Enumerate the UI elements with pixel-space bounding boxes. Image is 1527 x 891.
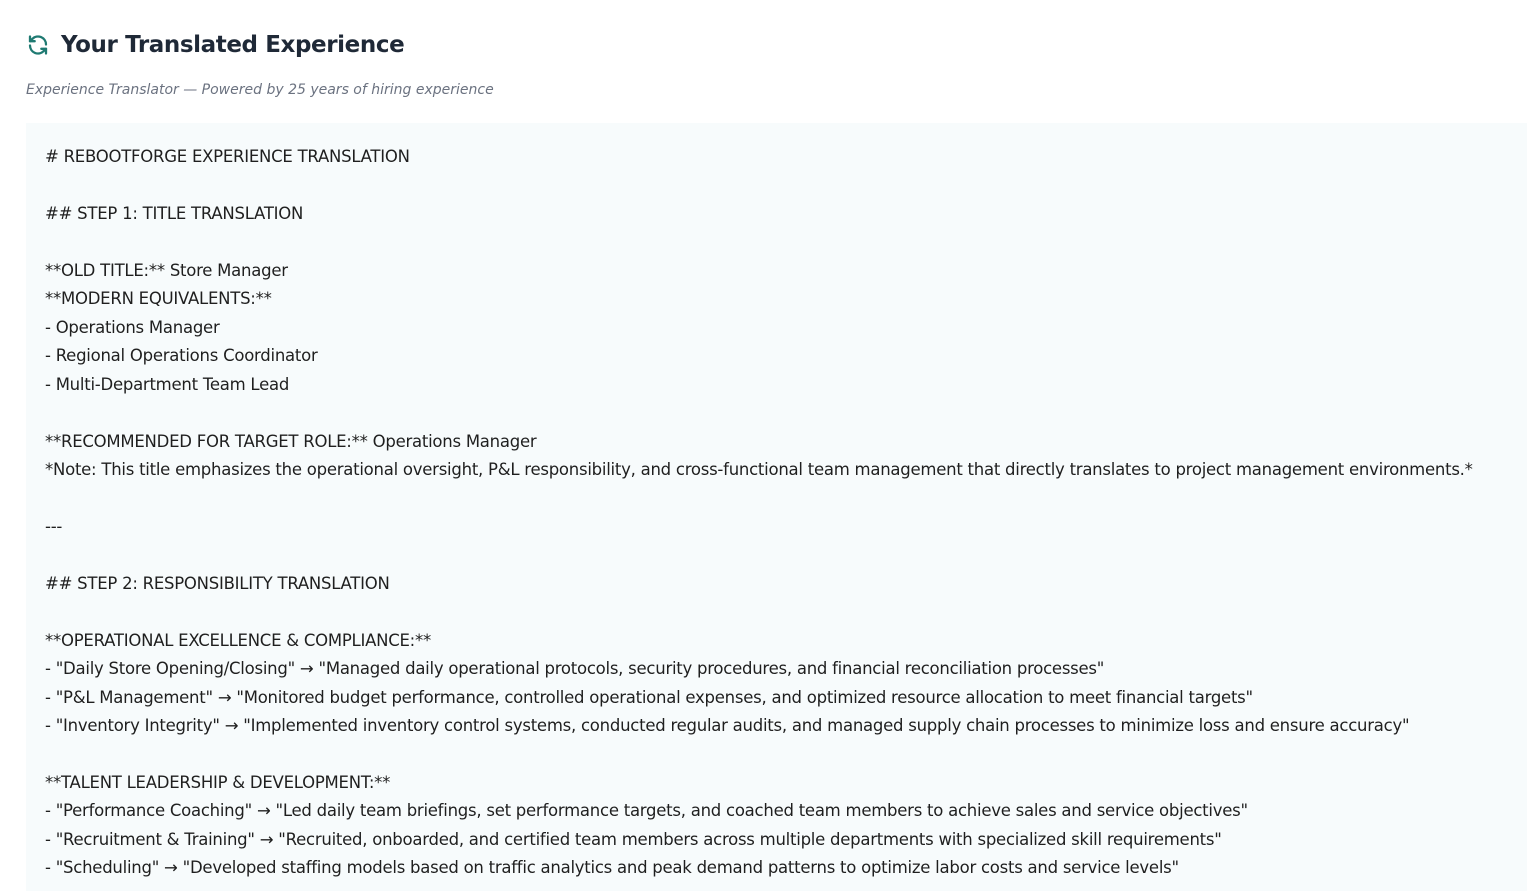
refresh-icon bbox=[26, 33, 50, 57]
translation-output-text: # REBOOTFORGE EXPERIENCE TRANSLATION ## STEP 1: TITLE TRANSLATION **OLD TITLE:** Store Manager **MODERN EQUIVALENTS:** - Operations Manager - Regional Operations Coordinator - Multi-Department Team Lead **RECOMMENDED FOR TARGET ROLE:** Operations Manager *Note: This title emphasizes the operational oversight, P&L responsibility, and cross-functional team management that directly translates to project management environments.* --- ## STEP 2: RESPONSIBILITY TRANSLATION **OPERATIONAL EXCELLENCE & COMPLIANCE:** - "Daily Store Opening/Closing" → "Managed daily operational protocols, security procedures, and financial reconciliation processes" - "P&L Management" → "Monitored budget performance, controlled operational expenses, and optimized resource allocation to meet financial targets" - "Inventory Integrity" → "Implemented inventory control systems, conducted regular audits, and managed supply chain processes to minimize loss and ensure accuracy" **TALENT LEADERSHIP & DEVELOPMENT:** - "Performance Coaching" → "Led daily team briefings, set performance targets, and coached team members to achieve sales and service objectives" - "Recruitment & Training" → "Recruited, onboarded, and certified team members across multiple departments with specialized skill requirements" - "Scheduling" → "Developed staffing models based on traffic analytics and peak demand patterns to optimize labor costs and service levels" bbox=[45, 147, 1473, 878]
translation-output-panel bbox=[26, 123, 1527, 891]
page-title: Your Translated Experience bbox=[61, 32, 405, 58]
page-subtitle: Experience Translator — Powered by 25 years of hiring experience bbox=[26, 82, 494, 98]
page-header bbox=[26, 28, 404, 62]
